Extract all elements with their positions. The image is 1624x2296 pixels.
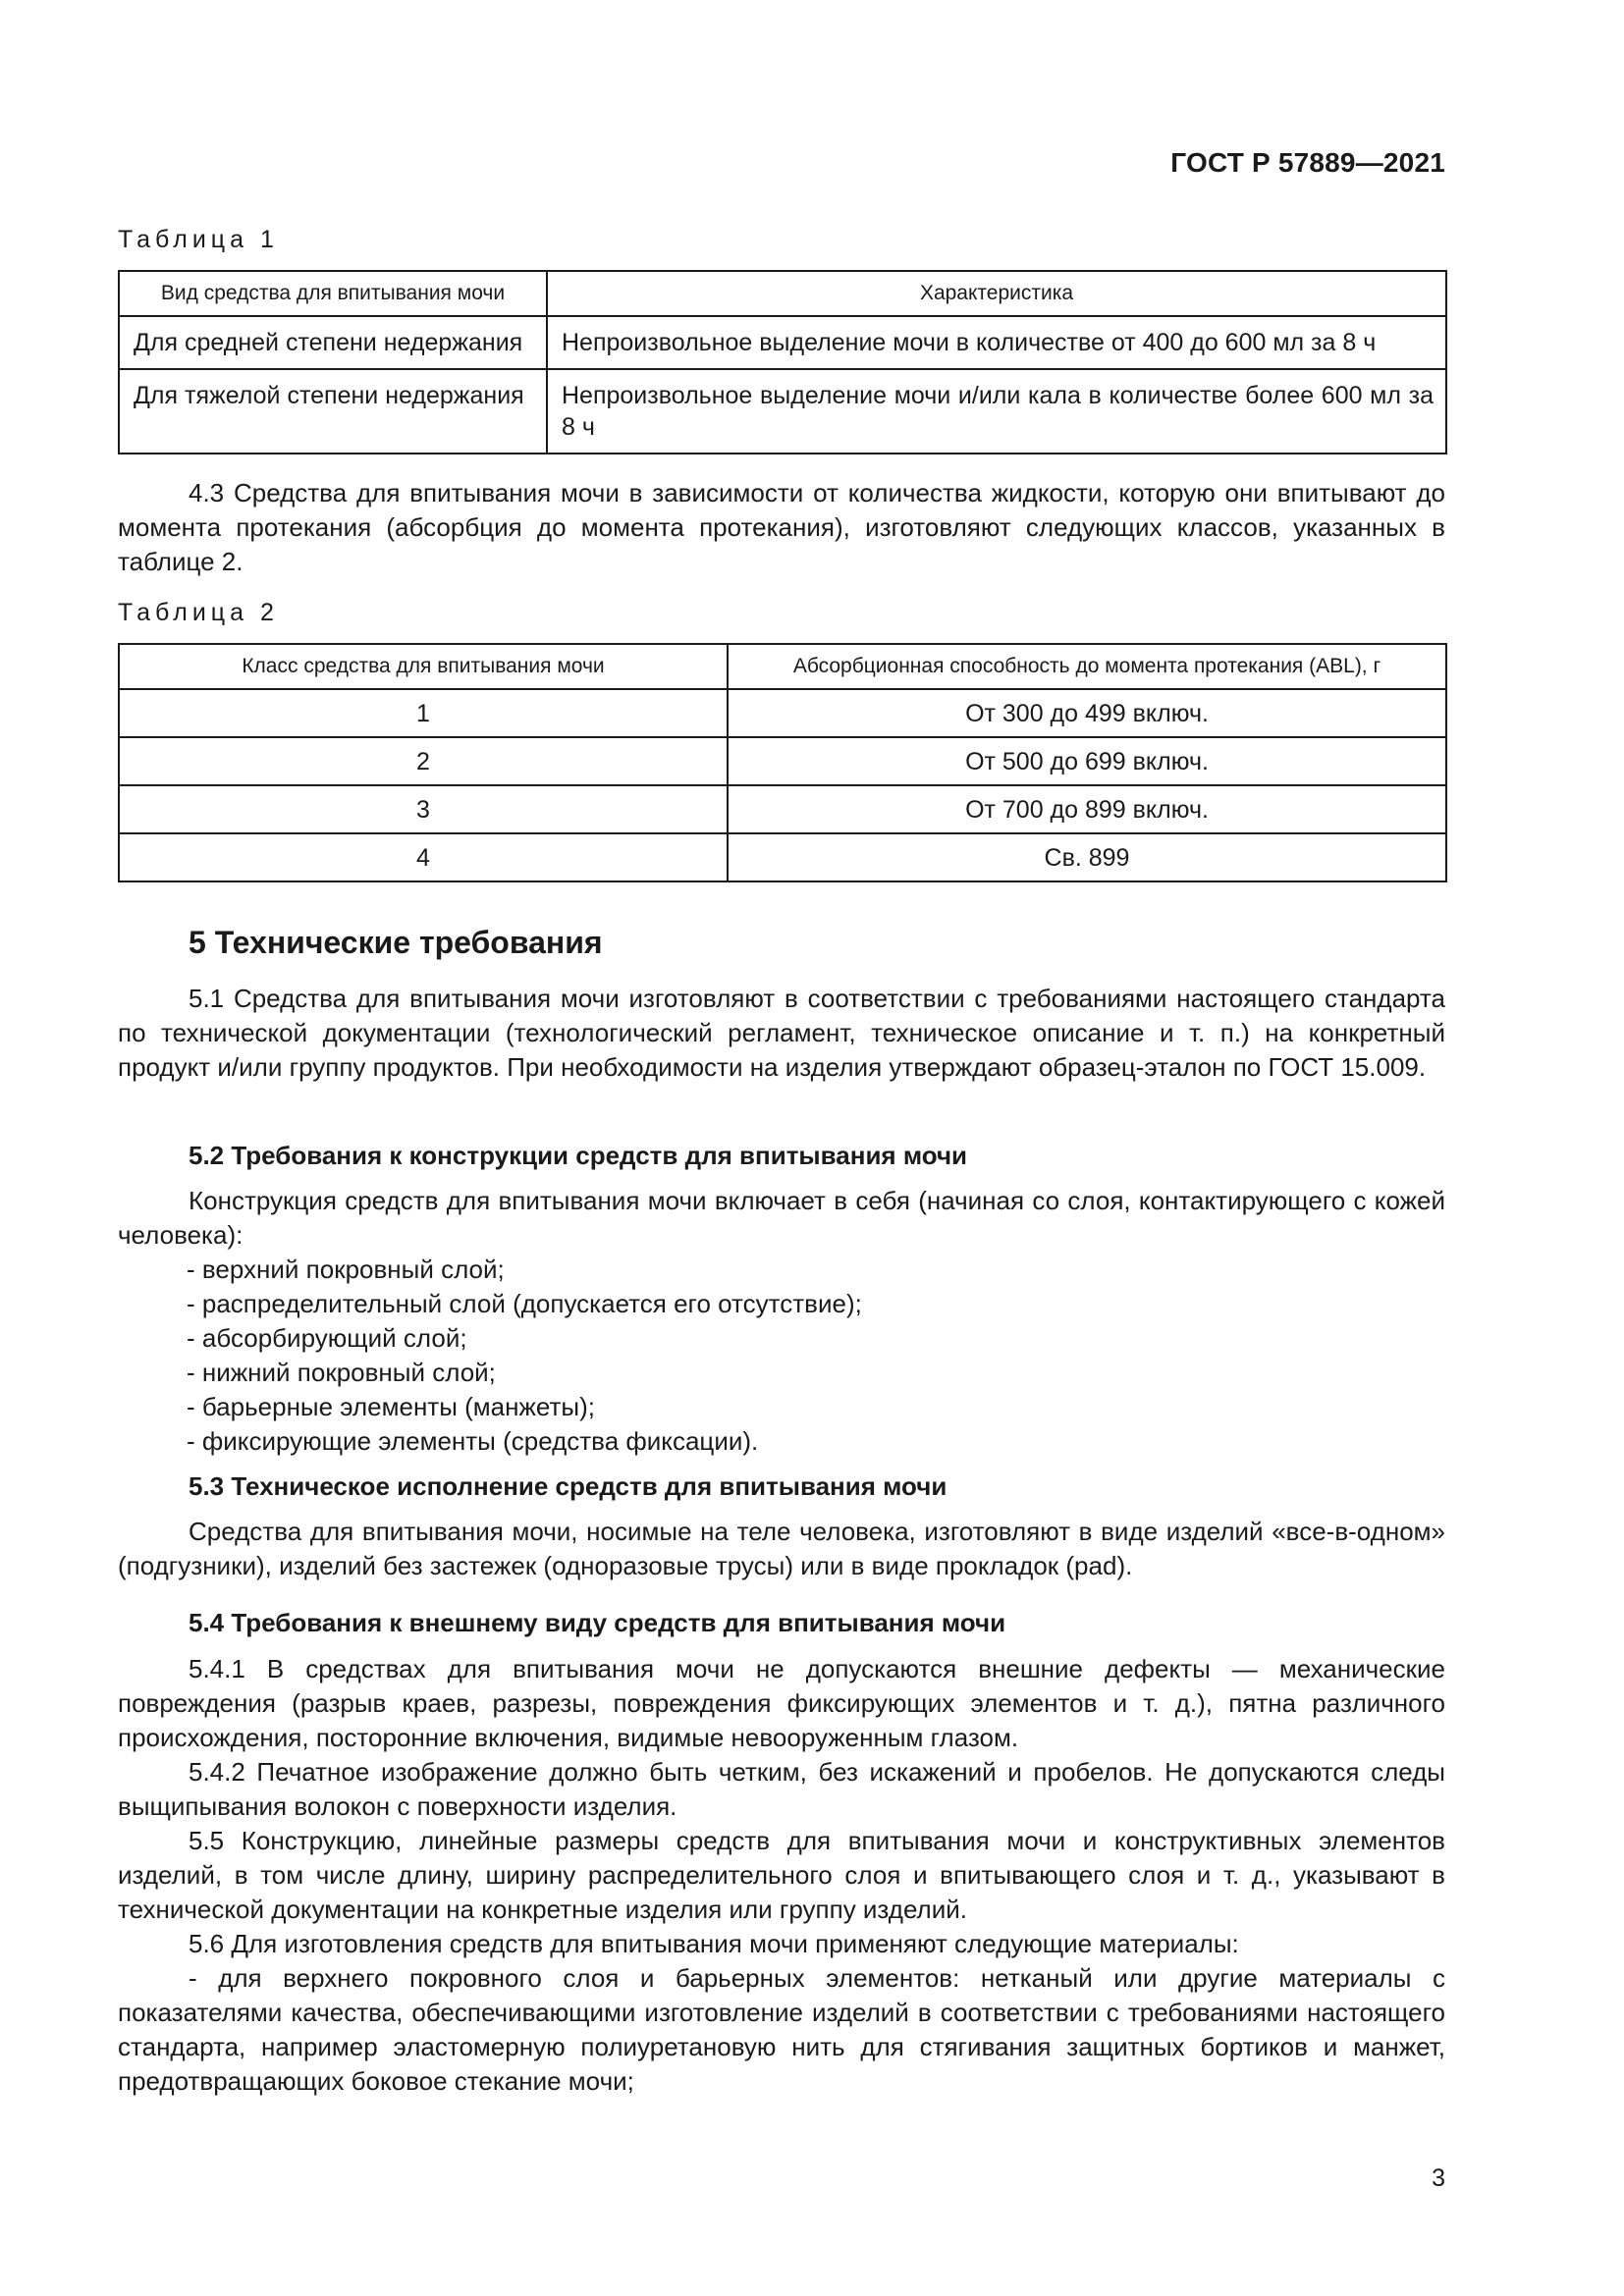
table2	[118, 643, 1447, 882]
table2-caption: Таблица 2	[118, 599, 279, 626]
list-item: - нижний покровный слой;	[187, 1358, 496, 1387]
table1-header-cell: Вид средства для впитывания мочи	[119, 271, 547, 316]
list-item: - абсорбирующий слой;	[187, 1323, 467, 1353]
list-item: - фиксирующие элементы (средства фиксации).	[187, 1426, 759, 1456]
table-cell: 4	[119, 833, 728, 881]
heading-5-2: 5.2 Требования к конструкции средств для впитывания мочи	[189, 1141, 968, 1170]
table1-header-cell: Характеристика	[547, 271, 1446, 316]
page-number: 3	[1432, 2164, 1445, 2192]
table-row	[119, 785, 1446, 833]
table-row	[119, 737, 1446, 785]
table1-caption: Таблица 1	[118, 226, 279, 253]
table-cell: Св. 899	[728, 833, 1446, 881]
table2-header-cell: Абсорбционная способность до момента протекания (ABL), г	[728, 644, 1446, 689]
paragraph-5-2: Конструкция средств для впитывания мочи включает в себя (начиная со слоя, контактирующего с кожей человека):	[118, 1186, 1445, 1250]
list-item: - верхний покровный слой;	[187, 1255, 505, 1284]
section-5-heading: 5 Технические требования	[189, 925, 603, 960]
paragraph-5-4-2: 5.4.2 Печатное изображение должно быть четким, без искажений и пробелов. Не допускаются следы выщипывания волокон с поверхности изделия.	[118, 1757, 1445, 1821]
table-cell: Для средней степени недержания	[119, 316, 547, 369]
paragraph-5-6-item: - для верхнего покровного слоя и барьерных элементов: нетканый или другие материалы с показателями качества, обеспечивающими изготовление изделий в соответствии с требованиями настоящего стандарта, например эластомерную полиуретановую нить для стягивания защитных бортиков и манжет, предотвращающих боковое стекание мочи;	[118, 1963, 1445, 2096]
table-cell: Непроизвольное выделение мочи в количестве от 400 до 600 мл за 8 ч	[547, 316, 1446, 369]
list-item: - распределительный слой (допускается его отсутствие);	[187, 1289, 862, 1318]
table-cell: От 300 до 499 включ.	[728, 689, 1446, 737]
table-row	[119, 689, 1446, 737]
table-cell: От 700 до 899 включ.	[728, 785, 1446, 833]
paragraph-5-3: Средства для впитывания мочи, носимые на теле человека, изготовляют в виде изделий «все-в-одном» (подгузники), изделий без застежек (одноразовые трусы) или в виде прокладок (pad).	[118, 1517, 1445, 1580]
table1	[118, 270, 1447, 454]
table2-header-cell: Класс средства для впитывания мочи	[119, 644, 728, 689]
paragraph-4-3: 4.3 Средства для впитывания мочи в зависимости от количества жидкости, которую они впитывают до момента протекания (абсорбция до момента протекания), изготовляют следующих классов, указанных в таблице 2.	[118, 478, 1445, 576]
table-cell: Непроизвольное выделение мочи и/или кала в количестве более 600 мл за 8 ч	[547, 369, 1446, 454]
table-cell: Для тяжелой степени недержания	[119, 369, 547, 454]
paragraph-5-5: 5.5 Конструкцию, линейные размеры средств для впитывания мочи и конструктивных элементов изделий, в том числе длину, ширину распределительного слоя и впитывающего слоя и т. д., указывают в технической документации на конкретные изделия или группу изделий.	[118, 1826, 1445, 1924]
table-row	[119, 369, 1446, 454]
table-cell: От 500 до 699 включ.	[728, 737, 1446, 785]
table-cell: 3	[119, 785, 728, 833]
paragraph-5-4-1: 5.4.1 В средствах для впитывания мочи не допускаются внешние дефекты — механические повреждения (разрыв краев, разрезы, повреждения фиксирующих элементов и т. д.), пятна различного происхождения, посторонние включения, видимые невооруженным глазом.	[118, 1654, 1445, 1752]
table2-header-row	[119, 644, 1446, 689]
table-row	[119, 316, 1446, 369]
heading-5-3: 5.3 Техническое исполнение средств для впитывания мочи	[189, 1471, 947, 1501]
table1-header-row	[119, 271, 1446, 316]
table-row	[119, 833, 1446, 881]
heading-5-4: 5.4 Требования к внешнему виду средств для впитывания мочи	[189, 1608, 1006, 1637]
list-item: - барьерные элементы (манжеты);	[187, 1392, 595, 1421]
table-cell: 2	[119, 737, 728, 785]
table-cell: 1	[119, 689, 728, 737]
document-code: ГОСТ Р 57889—2021	[1170, 147, 1445, 178]
paragraph-5-1: 5.1 Средства для впитывания мочи изготовляют в соответствии с требованиями настоящего стандарта по технической документации (технологический регламент, техническое описание и т. п.) на конкретный продукт и/или группу продуктов. При необходимости на изделия утверждают образец-эталон по ГОСТ 15.009.	[118, 984, 1445, 1082]
paragraph-5-6: 5.6 Для изготовления средств для впитывания мочи применяют следующие материалы:	[189, 1929, 1239, 1958]
